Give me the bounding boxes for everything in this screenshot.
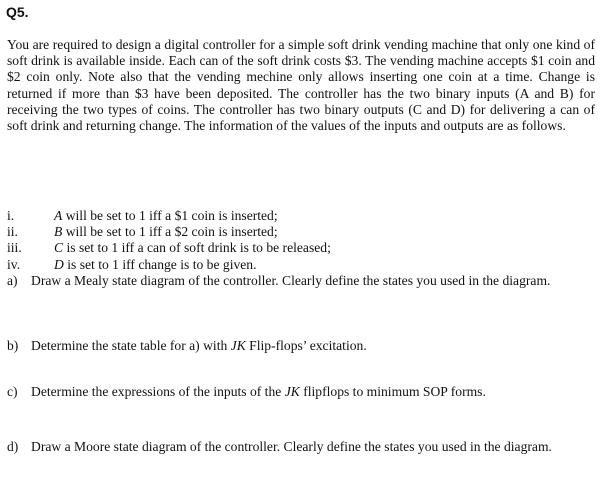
definition-text: B will be set to 1 iff a $2 coin is inserted; <box>54 224 278 240</box>
definition-text: D is set to 1 iff change is to be given. <box>54 256 257 272</box>
definition-text: A will be set to 1 iff a $1 coin is inserted; <box>54 208 278 223</box>
question-number: Q5. <box>6 4 29 20</box>
definition-text: C is set to 1 iff a can of soft drink is to be released; <box>54 240 331 256</box>
part-c-letter: c) <box>7 384 18 399</box>
definition-item <box>7 208 567 224</box>
definition-numeral: i. <box>7 208 15 223</box>
definition-item <box>7 257 567 273</box>
part-c-text: Determine the expressions of the inputs of the JK flipflops to minimum SOP forms. <box>31 384 486 399</box>
part-b <box>7 338 595 354</box>
part-b-text: Determine the state table for a) with JK Flip-flops’ excitation. <box>31 338 367 353</box>
definition-numeral: iii. <box>7 240 22 256</box>
part-d <box>7 439 595 455</box>
part-d-letter: d) <box>7 439 19 454</box>
definition-numeral: ii. <box>7 224 18 240</box>
part-a-letter: a) <box>7 273 18 288</box>
definition-variable: B <box>54 224 63 240</box>
definition-variable: A <box>54 208 63 223</box>
question-intro: You are required to design a digital controller for a simple soft drink vending machine that only one kind of soft drink is available inside. Each can of the soft drink costs $3. The vending machine accepts $1 coin and $2 coin only. Note also that the vending mechine only allows inserting one coin at a time. Change is returned if more than $3 have been deposited. The controller has the two binary inputs (A and B) for receiving the two types of coins. The controller has two binary outputs (C and D) for delivering a can of soft drink and returning change. The information of the values of the inputs and outputs are as follows. <box>7 37 595 134</box>
variable-definitions <box>7 208 567 273</box>
definition-item <box>7 224 567 240</box>
part-b-letter: b) <box>7 338 19 353</box>
definition-numeral: iv. <box>7 256 21 272</box>
part-a <box>7 273 595 289</box>
part-c <box>7 384 595 400</box>
definition-item <box>7 240 567 256</box>
part-d-text: Draw a Moore state diagram of the controller. Clearly define the states you used in the diagram. <box>31 439 552 454</box>
definition-variable: D <box>54 256 64 272</box>
part-a-text: Draw a Mealy state diagram of the controller. Clearly define the states you used in the diagram. <box>31 273 551 288</box>
definition-variable: C <box>54 240 64 256</box>
